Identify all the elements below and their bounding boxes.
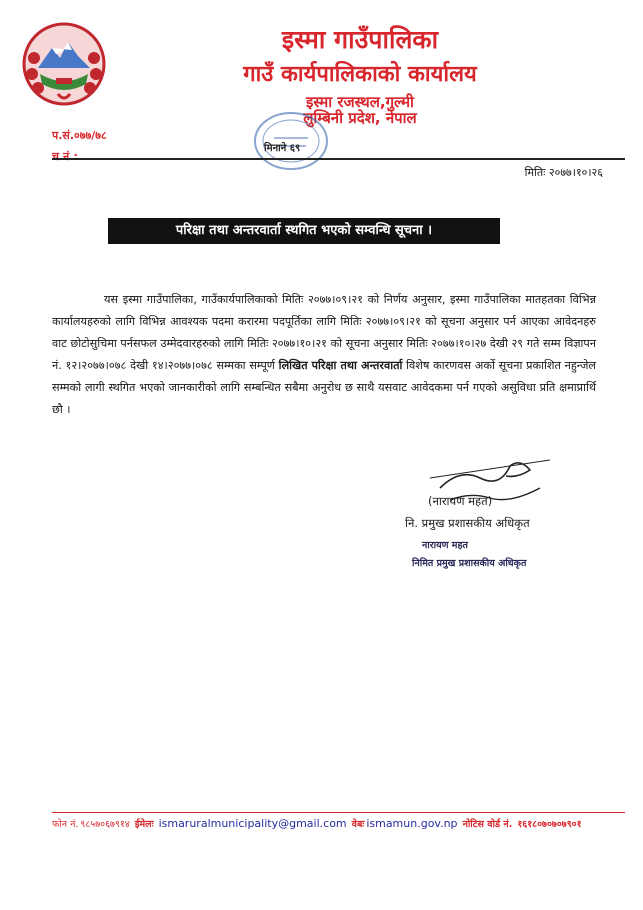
stamp-designation: निमित प्रमुख प्रशासकीय अधिकृत <box>412 558 527 569</box>
signatory-designation: नि. प्रमुख प्रशासकीय अधिकृत <box>405 516 530 530</box>
web-label: वेबः <box>351 819 365 830</box>
address-line-1: इस्मा रजस्थल,गुल्मी <box>306 93 414 111</box>
notice-board-label: नोटिस वोर्ड नं. <box>462 819 513 830</box>
signatory-name: (नारायण महत) <box>428 494 493 508</box>
office-subtitle: गाउँ कार्यपालिकाको कार्यालय <box>243 62 477 87</box>
body-text-end: विशेष कारणवस अर्को सूचना प्रकाशित नहुन्जेल सम्मको लागी स्थगित भएको जानकारीको लागि सम्बन्धित सबैमा अनुरोध छ साथै यसवाट आवेदकमा पर्न गएको असुविधा प्रति क्षमाप्रार्थि छौ । <box>52 359 597 416</box>
email-link[interactable]: ismaruralmunicipality@gmail.com <box>158 817 347 830</box>
address-line-2: लुम्बिनी प्रदेश, नेपाल <box>303 109 417 127</box>
header-divider <box>52 158 625 160</box>
email-label: ईमेलः <box>134 819 154 830</box>
notice-date: मितिः २०७७।१०।२६ <box>524 166 603 179</box>
body-text-start: यस इस्मा गाउँपालिका, गाउँकार्यपालिकाको मितिः २०७७।०९।२१ को निर्णय अनुसार, इस्मा गाउँपालिका मातहतका विभिन्न कार्यालयहरुको लागि विभिन्न आवश्यक पदमा करारमा पदपूर्तिका लागि मितिः २०७७।०९।२१ को सूचना अनुसार पर्न आएका आवेदनहरु वाट छोटोसुचिमा पर्नसफल उम्मेदवारहरुको लागि मितिः २०७७।१०।२१ को सूचना अनुसार मितिः २०७७।१०।२७ देखी २९ गते सम्म विज्ञापन नं. १२।२०७७।०७८ देखी १४।२०७७।०७८ सम्मका सम्पूर्ण <box>52 293 596 372</box>
notice-board-number: १६१८०७०७०७९०१ <box>517 819 582 830</box>
body-paragraph <box>52 289 596 421</box>
phone-number: ९८५७०६७९१४ <box>80 819 130 830</box>
footer <box>52 812 625 830</box>
phone-label: फोन नं. <box>52 819 79 830</box>
handwritten-number: मिनाने ६९ <box>264 143 301 154</box>
dispatch-number: च.नं.: <box>52 150 78 163</box>
notice-body <box>52 289 596 421</box>
reference-number: प.सं.०७७/७८ <box>52 129 107 142</box>
office-title: इस्मा गाउँपालिका <box>281 25 439 54</box>
nepal-emblem-icon <box>18 18 110 110</box>
web-link[interactable]: ismamun.gov.np <box>366 817 458 830</box>
stamp-name: नारायण महत <box>422 540 468 551</box>
body-bold-phrase: लिखित परिक्षा तथा अन्तरवार्ता <box>278 359 403 372</box>
notice-subject: परिक्षा तथा अन्तरवार्ता स्थगित भएको सम्वन्धि सूचना । <box>108 218 500 244</box>
